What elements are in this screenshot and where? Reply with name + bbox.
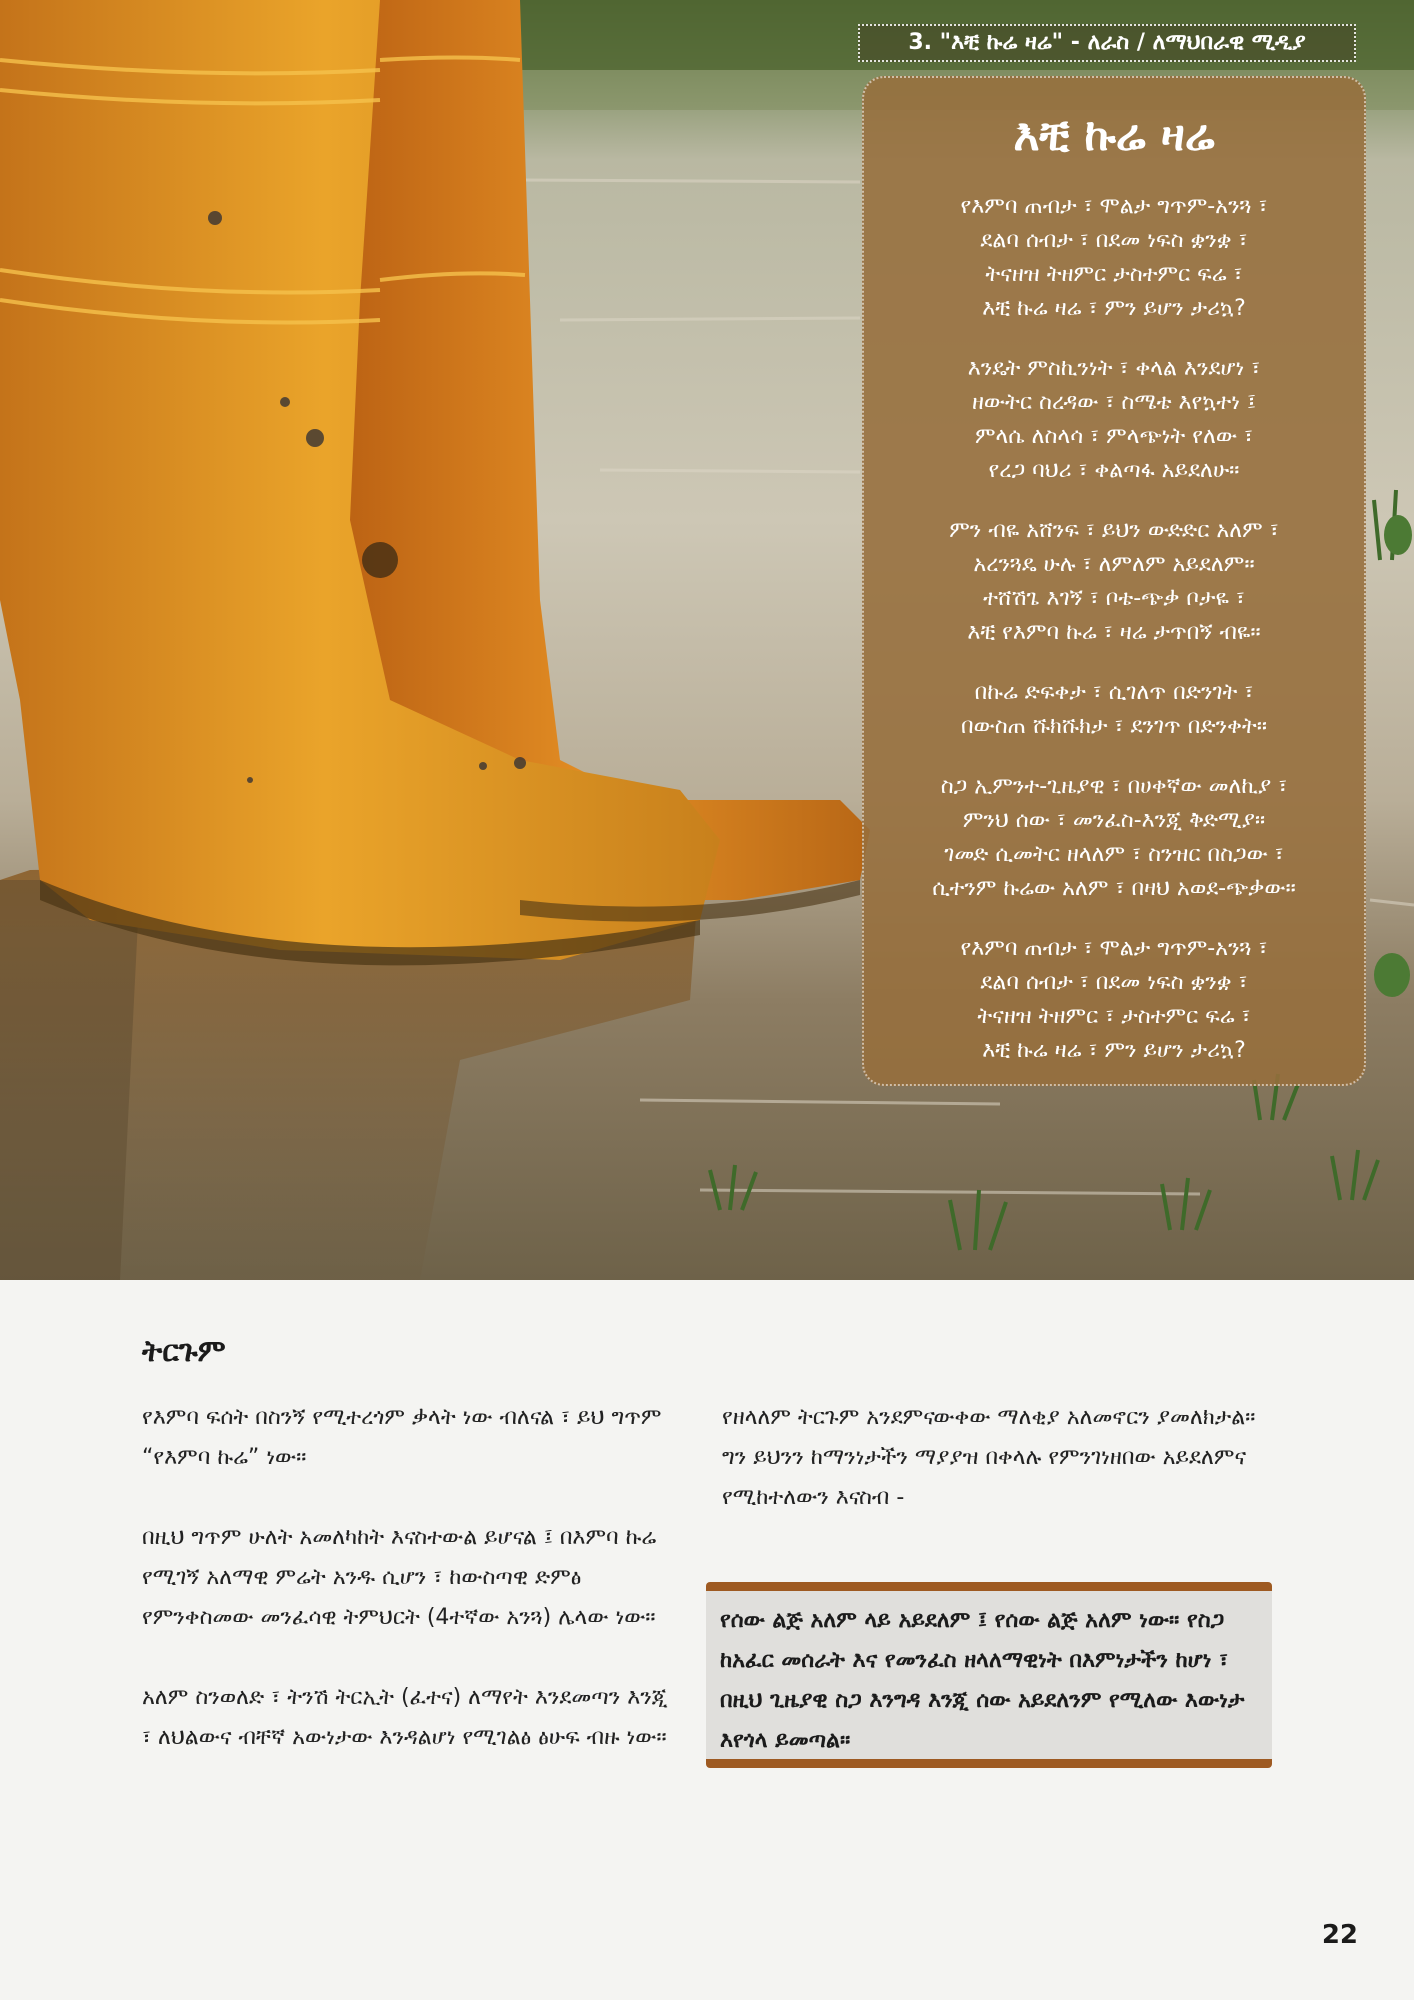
poem-line: ምንህ ሰው ፣ መንፈስ-እንጂ ቅድሚያ። [962, 808, 1266, 833]
poem-line: እቺ የእምባ ኩሬ ፣ ዛሬ ታጥበኝ ብዬ። [967, 620, 1261, 645]
poem-line: ደልባ ሰብታ ፣ በደመ ነፍስ ቋንቋ ፣ [980, 970, 1248, 995]
poem-line: ተሸሽጌ እገኝ ፣ ቦቴ-ጭቃ ቦታዬ ፣ [983, 586, 1245, 611]
right-column [722, 1398, 1262, 1558]
poem-line: ዘውትር ስረዳው ፣ ስሜቴ እየኳተነ ፤ [971, 390, 1257, 415]
poem-stanza [876, 190, 1352, 326]
poem-line: ገመድ ሲመትር ዘላለም ፣ ስንዝር በስጋው ፣ [944, 842, 1284, 867]
poem-line: እቺ ኩሬ ዛሬ ፣ ምን ይሆን ታሪኳ? [982, 296, 1246, 321]
poem-line: የእምባ ጠብታ ፣ ሞልታ ግጥም-አንጓ ፣ [960, 936, 1268, 961]
poem-stanza [876, 676, 1352, 744]
poem-line: የእምባ ጠብታ ፣ ሞልታ ግጥም-አንጓ ፣ [960, 194, 1268, 219]
poem-stanza [876, 352, 1352, 488]
paragraph: በዚህ ግጥም ሁለት አመለካከት እናስተውል ይሆናል ፤ በእምባ ኩሬ የሚገኝ አለማዊ ምሬት አንዱ ሲሆን ፣ ከውስጣዊ ድምፅ የምንቀስመው መንፈሳዊ ትምህርት (4ተኛው አንጓ) ሌላው ነው። [142, 1525, 657, 1630]
poem-line: ትናዘዝ ትዘምር ታስተምር ፍሬ ፣ [985, 262, 1243, 287]
poem-line: የረጋ ባህሪ ፣ ቀልጣፋ አይደለሁ። [988, 458, 1240, 483]
poem-line: ስጋ ኢምንተ-ጊዜያዊ ፣ በሀቀኛው መለኪያ ፣ [940, 774, 1288, 799]
poem-line: አረንጓዴ ሁሉ ፣ ለምለም አይደለም። [973, 552, 1255, 577]
poem-title: እቺ ኩሬ ዛሬ [1013, 110, 1215, 161]
header-tag: 3. "እቺ ኩሬ ዛሬ" - ለራስ / ለማህበራዊ ሚዲያ [858, 24, 1356, 62]
page-number: 22 [1321, 1920, 1358, 1950]
paragraph: የዘላለም ትርጉም አንደምናውቀው ማለቂያ አለመኖርን ያመለክታል። ግን ይህንን ከማንነታችን ማያያዝ በቀላሉ የምንገነዘበው አይደለምና የሚከተለውን እናስብ - [722, 1405, 1256, 1510]
poem-line: ትናዘዝ ትዘምር ፣ ታስተምር ፍሬ ፣ [977, 1004, 1251, 1029]
poem-line: እቺ ኩሬ ዛሬ ፣ ምን ይሆን ታሪኳ? [982, 1038, 1246, 1063]
paragraph: አለም ስንወለድ ፣ ትንሽ ትርኢት (ፈተና) ለማየት እንደመጣን እንጂ ፣ ለህልውና ብቸኛ አውነታው እንዳልሆነ የሚገልፅ ፅሁፍ ብዙ ነው። [142, 1685, 668, 1750]
poem-line: ሲተንም ኩሬው አለም ፣ በዛህ አወደ-ጭቃው። [932, 876, 1296, 901]
poem-line: ምላሴ ለስላሳ ፣ ምላጭነት የለው ፣ [974, 424, 1254, 449]
poem-panel [862, 76, 1366, 1086]
left-column [142, 1398, 682, 1798]
poem-line: በውስጠ ሹክሹክታ ፣ ደንገጥ በድንቀት። [960, 714, 1268, 739]
poem-stanza [876, 932, 1352, 1068]
poem-line: በኩሬ ድፍቀታ ፣ ሲገለጥ በድንገት ፣ [974, 680, 1254, 705]
poem-stanza [876, 770, 1352, 906]
poem-line: ምን ብዬ አሸንፍ ፣ ይህን ውድድር አለም ፣ [949, 518, 1279, 543]
poem-line: እንዴት ምስኪንነት ፣ ቀላል እንደሆነ ፣ [967, 356, 1261, 381]
section-title: ትርጉም [142, 1334, 226, 1369]
poem-stanza [876, 514, 1352, 650]
poem-line: ደልባ ሰብታ ፣ በደመ ነፍስ ቋንቋ ፣ [980, 228, 1248, 253]
paragraph: የእምባ ፍሰት በስንኝ የሚተረጎም ቃላት ነው ብለናል ፣ ይህ ግጥም “የእምባ ኩሬ” ነው። [142, 1405, 662, 1470]
highlight-quote: የሰው ልጅ አለም ላይ አይደለም ፤ የሰው ልጅ አለም ነው። የስጋ ከአፈር መሰራት እና የመንፈስ ዘላለማዊነት በእምነታችን ከሆነ ፣ በዚህ ጊዜያዊ ስጋ እንግዳ እንጂ ሰው አይደለንም የሚለው እውነታ እየጎላ ይመጣል። [706, 1582, 1272, 1768]
